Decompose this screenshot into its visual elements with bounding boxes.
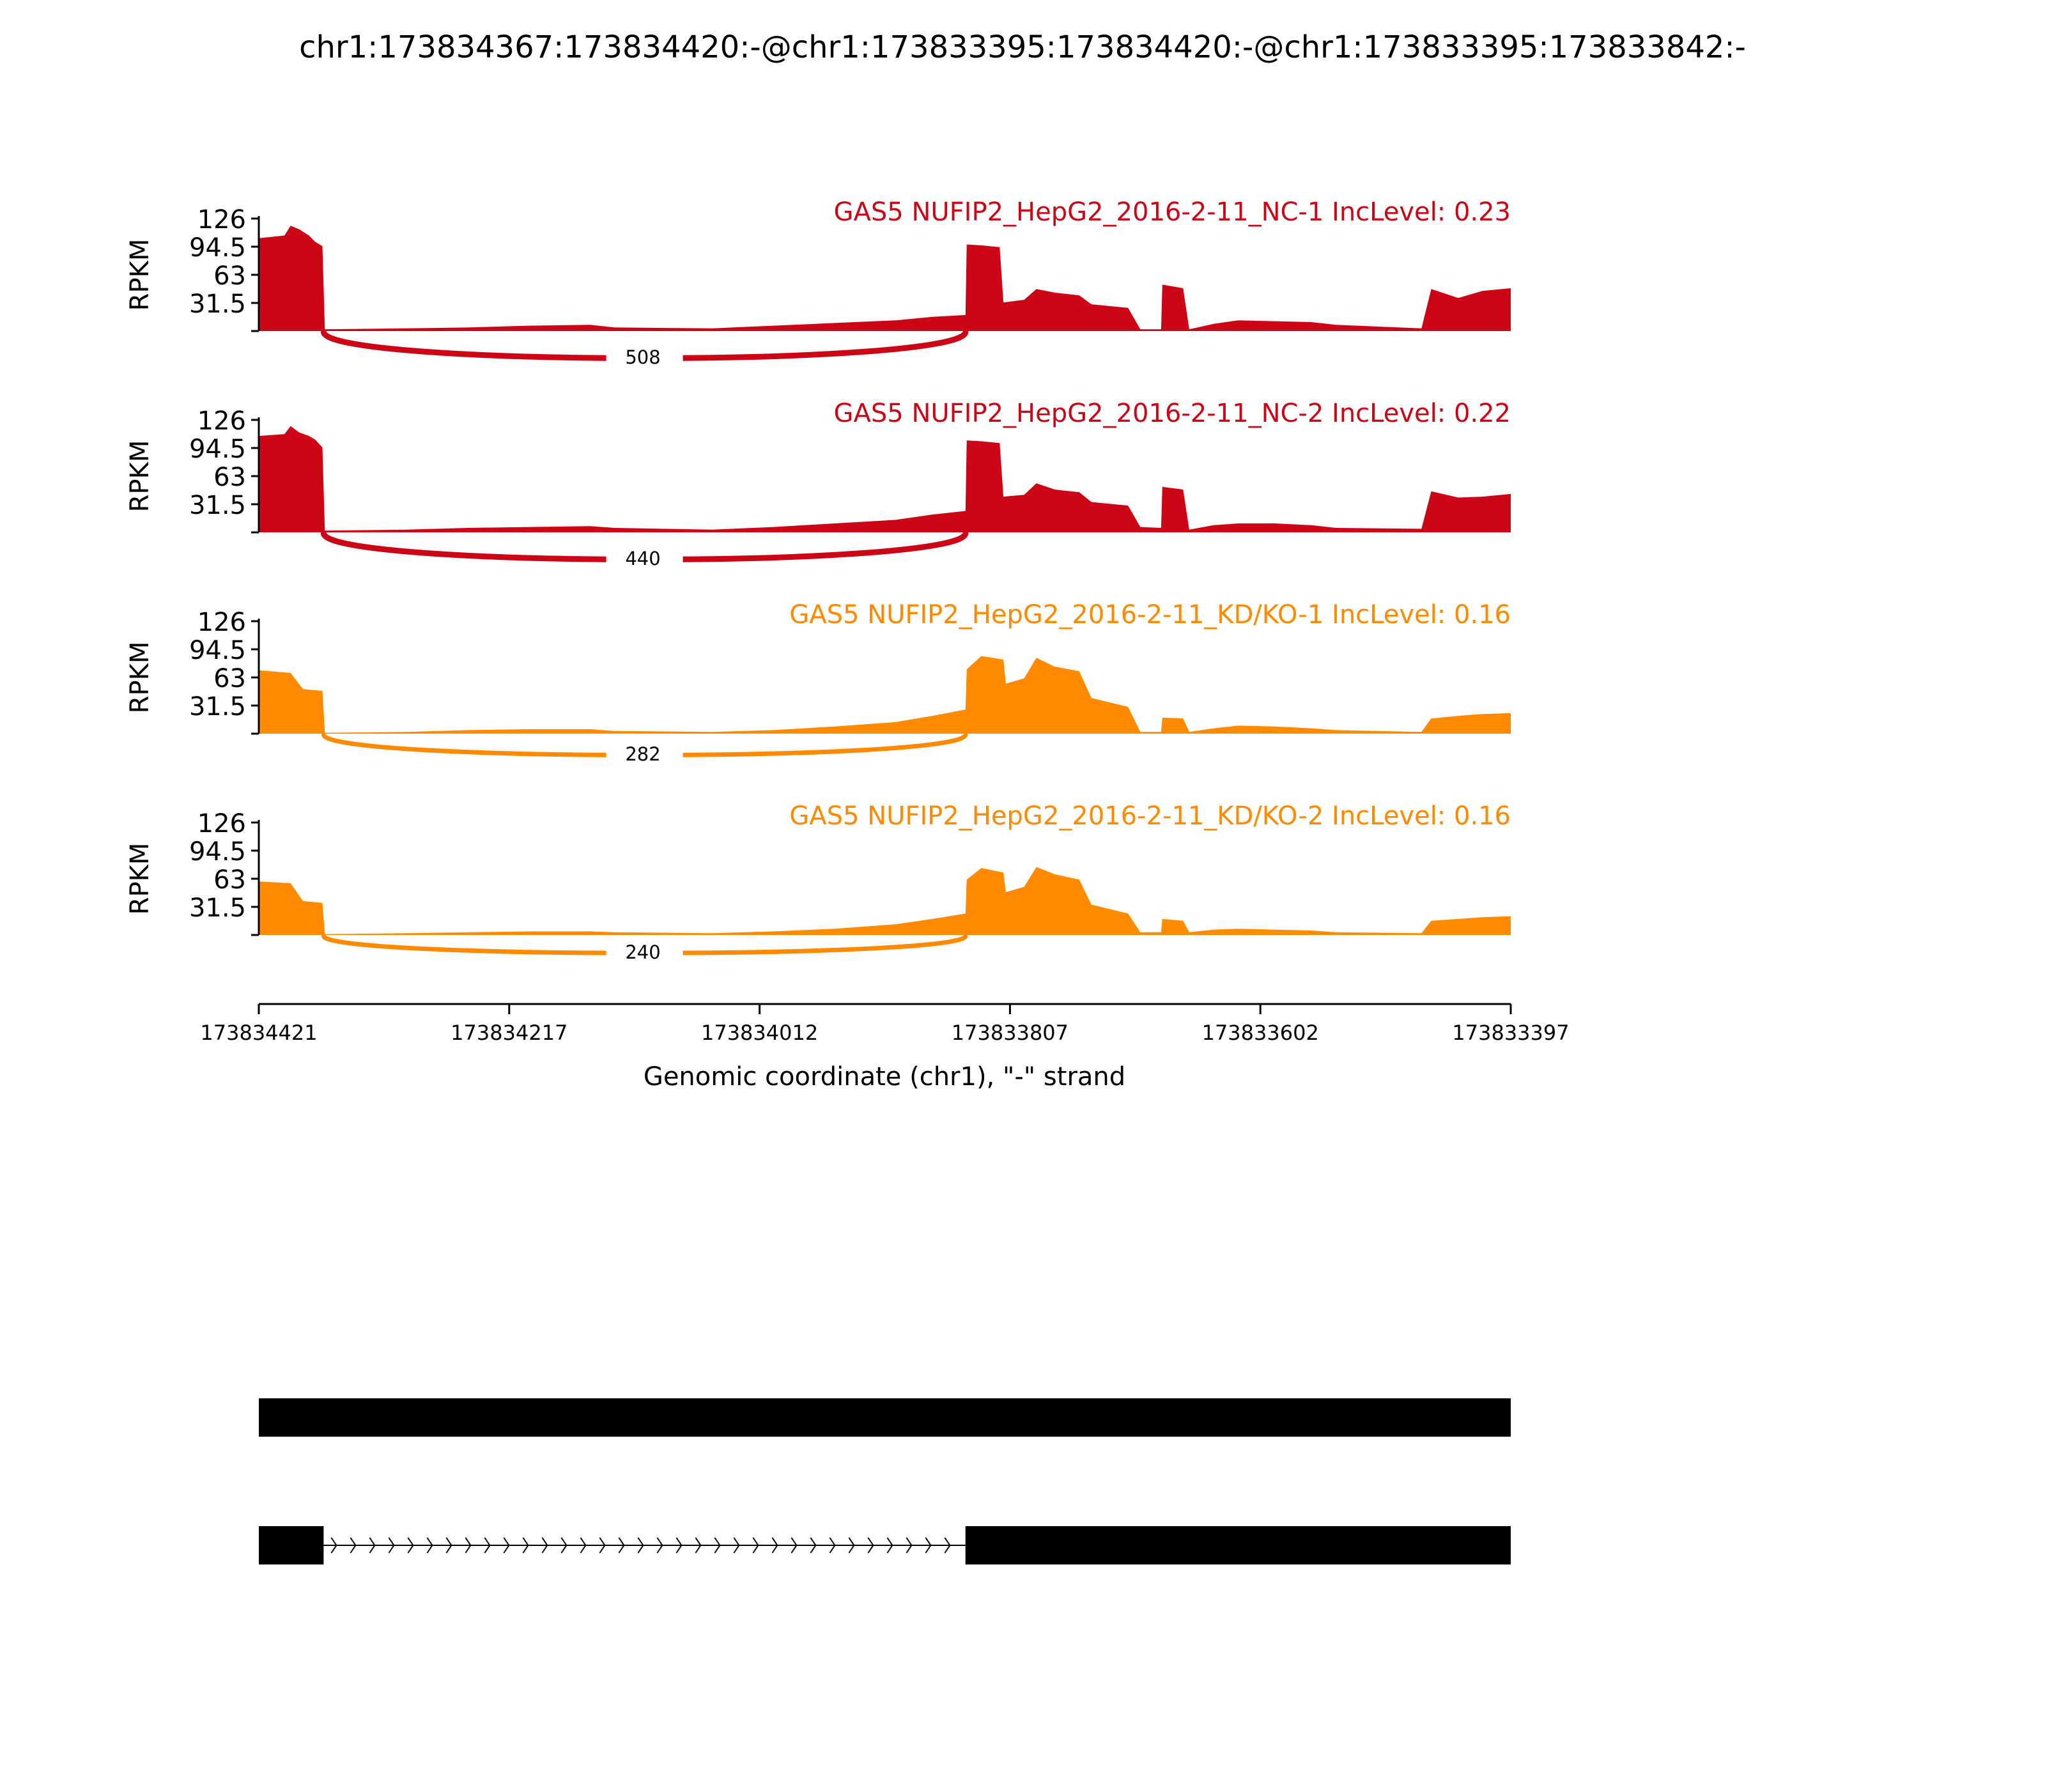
gene-model-2 <box>259 1526 1511 1564</box>
exon-block <box>966 1526 1511 1564</box>
junction-count-label: 508 <box>625 346 661 368</box>
track-label: GAS5 NUFIP2_HepG2_2016-2-11_KD/KO-1 IncLevel: 0.16 <box>789 600 1511 630</box>
x-tick-label: 173834012 <box>700 1021 819 1045</box>
junction-count-label: 440 <box>625 548 661 569</box>
y-axis-label: RPKM <box>125 238 155 311</box>
coverage-area <box>259 656 1511 734</box>
x-tick-label: 173833397 <box>1452 1021 1570 1045</box>
exon-block <box>259 1398 1511 1437</box>
y-axis-label: RPKM <box>125 641 155 714</box>
figure-title: chr1:173834367:173834420:-@chr1:173833395:173834420:-@chr1:173833395:173833842:- <box>299 29 1746 65</box>
y-tick-label: 126 <box>197 809 246 838</box>
x-tick-label: 173834217 <box>451 1021 568 1045</box>
track-2 <box>125 399 1511 571</box>
y-tick-label: 31.5 <box>189 893 246 923</box>
track-label: GAS5 NUFIP2_HepG2_2016-2-11_KD/KO-2 IncLevel: 0.16 <box>789 801 1511 831</box>
x-tick-label: 173834421 <box>200 1021 318 1045</box>
y-tick-label: 31.5 <box>189 692 246 722</box>
y-tick-label: 31.5 <box>189 491 246 520</box>
y-tick-label: 94.5 <box>189 233 246 263</box>
track-1 <box>125 197 1511 369</box>
gene-model-1 <box>259 1398 1511 1437</box>
coverage-tracks <box>125 197 1511 964</box>
y-tick-label: 94.5 <box>189 837 246 867</box>
coverage-area <box>259 226 1511 331</box>
y-tick-label: 63 <box>213 865 246 895</box>
y-tick-label: 63 <box>213 664 246 693</box>
y-tick-label: 126 <box>197 608 246 637</box>
track-4 <box>125 801 1511 964</box>
y-tick-label: 126 <box>197 406 246 436</box>
track-label: GAS5 NUFIP2_HepG2_2016-2-11_NC-2 IncLevel: 0.22 <box>833 399 1511 428</box>
y-tick-label: 126 <box>197 205 246 235</box>
y-tick-label: 94.5 <box>189 435 246 464</box>
x-tick-label: 173833807 <box>951 1021 1069 1045</box>
x-axis <box>200 1004 1569 1045</box>
y-axis-label: RPKM <box>125 842 155 915</box>
junction-count-label: 240 <box>625 941 661 963</box>
y-tick-label: 63 <box>213 261 246 291</box>
y-axis-label: RPKM <box>125 440 155 513</box>
x-tick-label: 173833602 <box>1201 1021 1319 1045</box>
junction-count-label: 282 <box>625 743 661 765</box>
track-3 <box>125 600 1511 766</box>
coverage-area <box>259 426 1511 532</box>
gene-models <box>259 1398 1511 1564</box>
y-tick-label: 63 <box>213 463 246 492</box>
track-label: GAS5 NUFIP2_HepG2_2016-2-11_NC-1 IncLevel: 0.23 <box>833 197 1511 227</box>
y-tick-label: 31.5 <box>189 290 246 319</box>
y-tick-label: 94.5 <box>189 636 246 665</box>
exon-block <box>259 1526 323 1564</box>
coverage-area <box>259 867 1511 935</box>
x-axis-label: Genomic coordinate (chr1), "-" strand <box>643 1062 1126 1092</box>
